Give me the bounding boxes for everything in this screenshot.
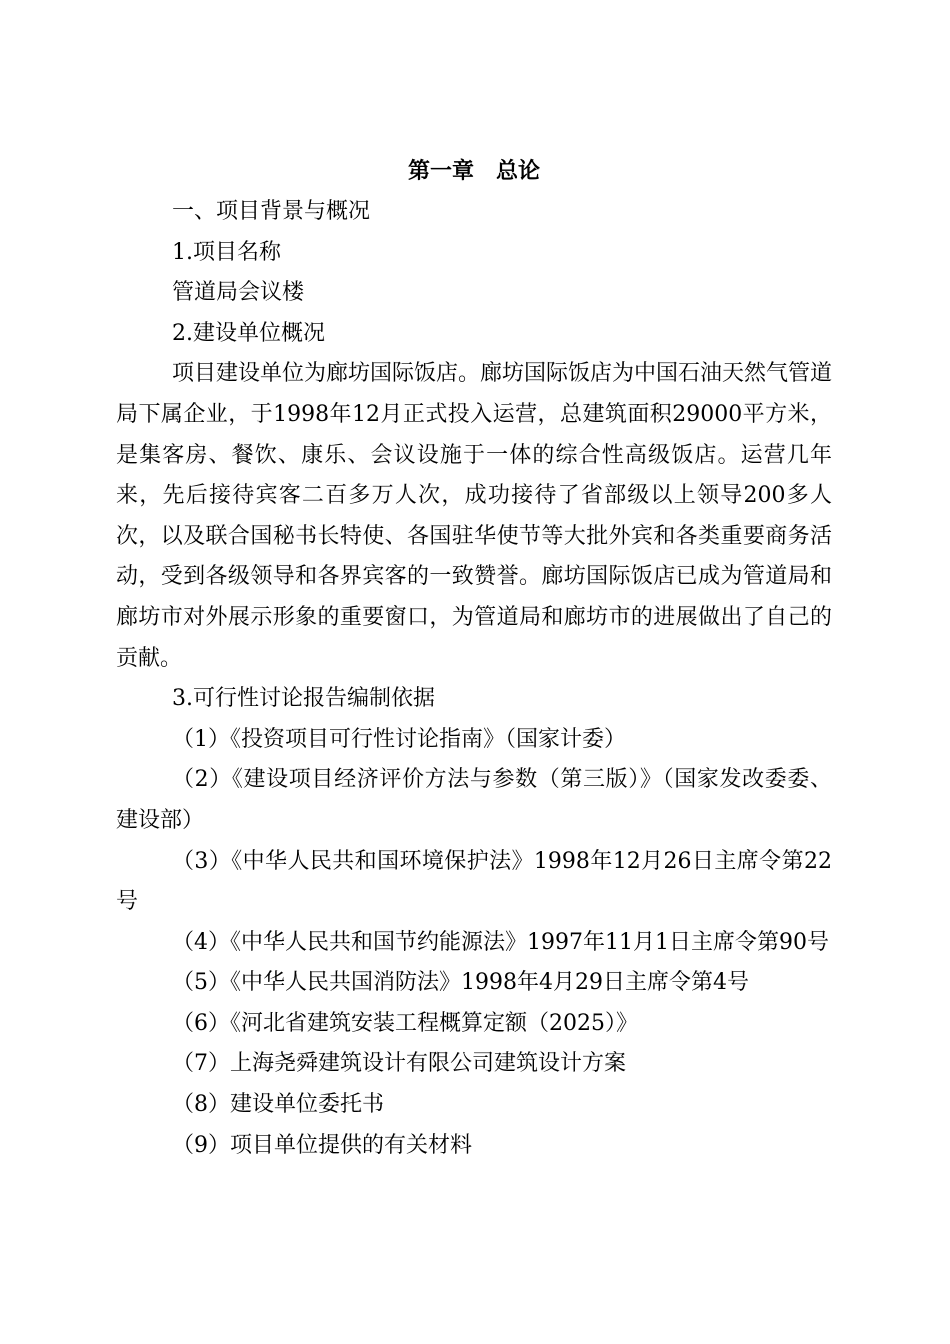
basis-item-1: （1）《投资项目可行性讨论指南》（国家计委）	[172, 726, 626, 752]
basis-item-2: （2）《建设项目经济评价方法与参数（第三版）》（国家发改委委、建设部）	[116, 767, 832, 833]
basis-item-6: （6）《河北省建筑安装工程概算定额（2025）》	[172, 1010, 638, 1036]
document-body	[116, 150, 832, 1166]
project-name-value: 管道局会议楼	[172, 280, 305, 306]
section-heading-background: 一、项目背景与概况	[172, 199, 371, 224]
builder-overview-paragraph: 项目建设单位为廊坊国际饭店。廊坊国际饭店为中国石油天然气管道局下属企业，于1998年12月正式投入运营，总建筑面积29000平方米，是集客房、餐饮、康乐、会议设施于一体的综合性高级饭店。运营几年来，先后接待宾客二百多万人次，成功接待了省部级以上领导200多人次，以及联合国秘书长特使、各国驻华使节等大批外宾和各类重要商务活动，受到各级领导和各界宾客的一致赞誉。廊坊国际饭店已成为管道局和廊坊市对外展示形象的重要窗口，为管道局和廊坊市的进展做出了自己的贡献。	[116, 361, 833, 671]
basis-item-4: （4）《中华人民共和国节约能源法》1997年11月1日主席令第90号	[172, 929, 829, 955]
basis-item-9: （9）项目单位提供的有关材料	[172, 1132, 472, 1158]
basis-item-5: （5）《中华人民共国消防法》1998年4月29日主席令第4号	[172, 970, 749, 996]
basis-item-8: （8）建设单位委托书	[172, 1092, 384, 1118]
chapter-title: 第一章 总论	[407, 158, 540, 184]
subheading-project-name: 1.项目名称	[172, 239, 281, 265]
basis-item-7: （7）上海尧舜建筑设计有限公司建筑设计方案	[172, 1051, 626, 1077]
subheading-builder-overview: 2.建设单位概况	[172, 320, 325, 346]
basis-item-3: （3）《中华人民共和国环境保护法》1998年12月26日主席令第22号	[116, 848, 832, 915]
subheading-report-basis: 3.可行性讨论报告编制依据	[172, 686, 435, 712]
